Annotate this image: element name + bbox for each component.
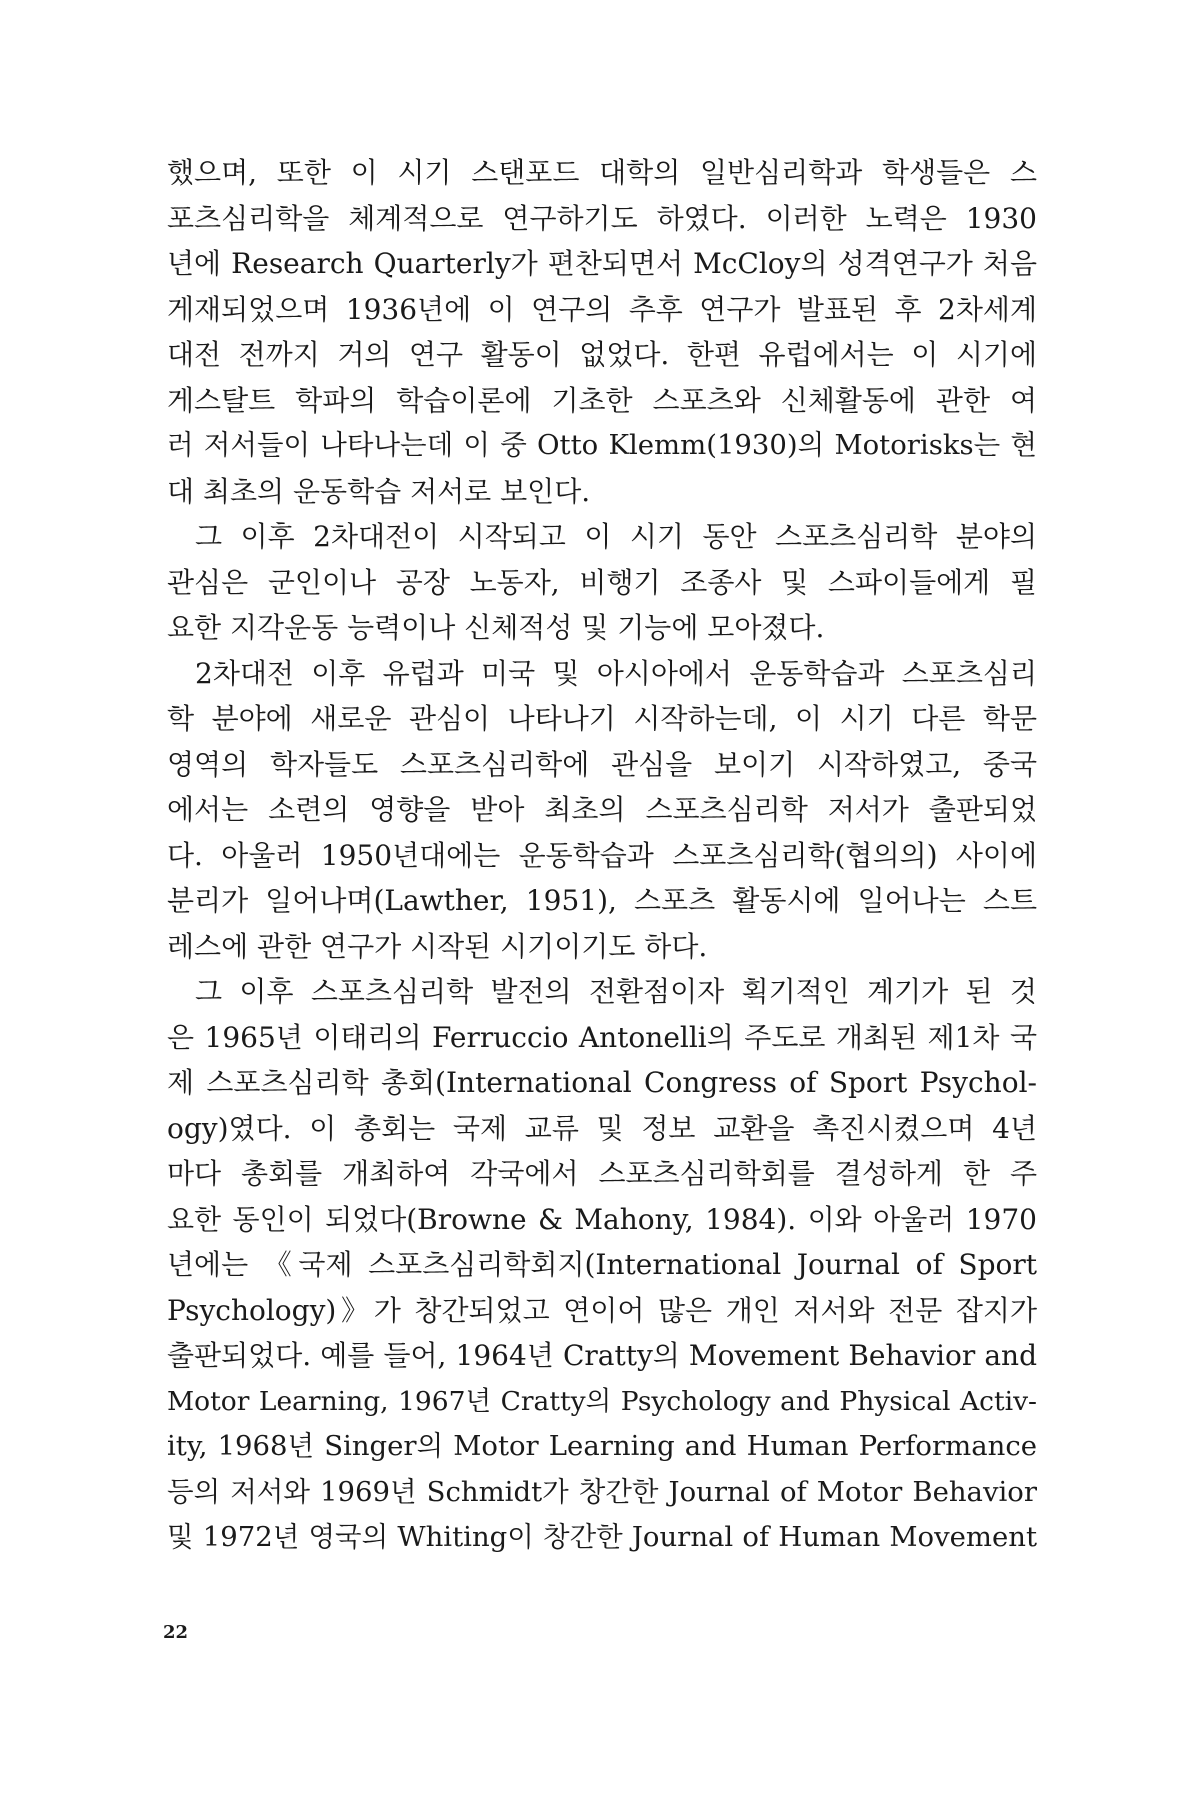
- text-line: 출판되었다. 예를 들어, 1964년 Cratty의 Movement Behavior and: [167, 1339, 1037, 1372]
- text-line: 등의 저서와 1969년 Schmidt가 창간한 Journal of Motor Behavior: [167, 1475, 1037, 1508]
- text-line: 영역의 학자들도 스포츠심리학에 관심을 보이기 시작하였고, 중국: [167, 747, 1037, 781]
- text-line: 했으며, 또한 이 시기 스탠포드 대학의 일반심리학과 학생들은 스: [167, 156, 1037, 189]
- text-line: 요한 동인이 되었다(Browne & Mahony, 1984). 이와 아울러 1970: [167, 1202, 1037, 1236]
- text-line: 요한 지각운동 능력이나 신체적성 및 기능에 모아졌다.: [167, 611, 825, 644]
- body-text: [167, 150, 1037, 1561]
- text-line: 분리가 일어나며(Lawther, 1951), 스포츠 활동시에 일어나는 스트: [167, 884, 1037, 917]
- text-line: 학 분야에 새로운 관심이 나타나기 시작하는데, 이 시기 다른 학문: [167, 702, 1037, 735]
- text-line: 게재되었으며 1936년에 이 연구의 추후 연구가 발표된 후 2차세계: [167, 292, 1037, 326]
- text-line: 그 이후 스포츠심리학 발전의 전환점이자 획기적인 계기가 된 것: [195, 975, 1037, 1008]
- text-line: 2차대전 이후 유럽과 미국 및 아시아에서 운동학습과 스포츠심리: [195, 656, 1037, 690]
- text-line: 마다 총회를 개최하여 각국에서 스포츠심리학회를 결성하게 한 주: [167, 1157, 1037, 1190]
- text-line: 포츠심리학을 체계적으로 연구하기도 하였다. 이러한 노력은 1930: [167, 201, 1037, 235]
- text-line: 관심은 군인이나 공장 노동자, 비행기 조종사 및 스파이들에게 필: [167, 565, 1037, 599]
- text-line: ity, 1968년 Singer의 Motor Learning and Human Performance: [167, 1430, 1037, 1462]
- text-line: 러 저서들이 나타나는데 이 중 Otto Klemm(1930)의 Motorisks는 현: [167, 429, 1037, 461]
- text-line: 게스탈트 학파의 학습이론에 기초한 스포츠와 신체활동에 관한 여: [167, 383, 1037, 417]
- text-line: 및 1972년 영국의 Whiting이 창간한 Journal of Human Movement: [167, 1521, 1037, 1553]
- text-line: 은 1965년 이태리의 Ferruccio Antonelli의 주도로 개최된 제1차 국: [167, 1020, 1037, 1054]
- page-number: 22: [163, 1622, 189, 1643]
- text-line: ogy)였다. 이 총회는 국제 교류 및 정보 교환을 촉진시켰으며 4년: [167, 1111, 1037, 1145]
- text-line: 그 이후 2차대전이 시작되고 이 시기 동안 스포츠심리학 분야의: [195, 520, 1037, 553]
- text-line: 레스에 관한 연구가 시작된 시기이기도 하다.: [167, 929, 708, 963]
- text-line: 년에 Research Quarterly가 편찬되면서 McCloy의 성격연구가 처음: [167, 247, 1037, 280]
- text-line: 대 최초의 운동학습 저서로 보인다.: [167, 474, 591, 508]
- text-line: 년에는 《국제 스포츠심리학회지(International Journal of Sport: [167, 1248, 1037, 1281]
- text-line: Psychology)》가 창간되었고 연이어 많은 개인 저서와 전문 잡지가: [167, 1293, 1037, 1327]
- text-line: 제 스포츠심리학 총회(International Congress of Sport Psychol-: [167, 1066, 1037, 1099]
- text-line: Motor Learning, 1967년 Cratty의 Psychology and Physical Activ-: [167, 1385, 1037, 1417]
- text-line: 대전 전까지 거의 연구 활동이 없었다. 한편 유럽에서는 이 시기에: [167, 338, 1037, 371]
- text-line: 다. 아울러 1950년대에는 운동학습과 스포츠심리학(협의의) 사이에: [167, 838, 1037, 872]
- text-line: 에서는 소련의 영향을 받아 최초의 스포츠심리학 저서가 출판되었: [167, 793, 1037, 826]
